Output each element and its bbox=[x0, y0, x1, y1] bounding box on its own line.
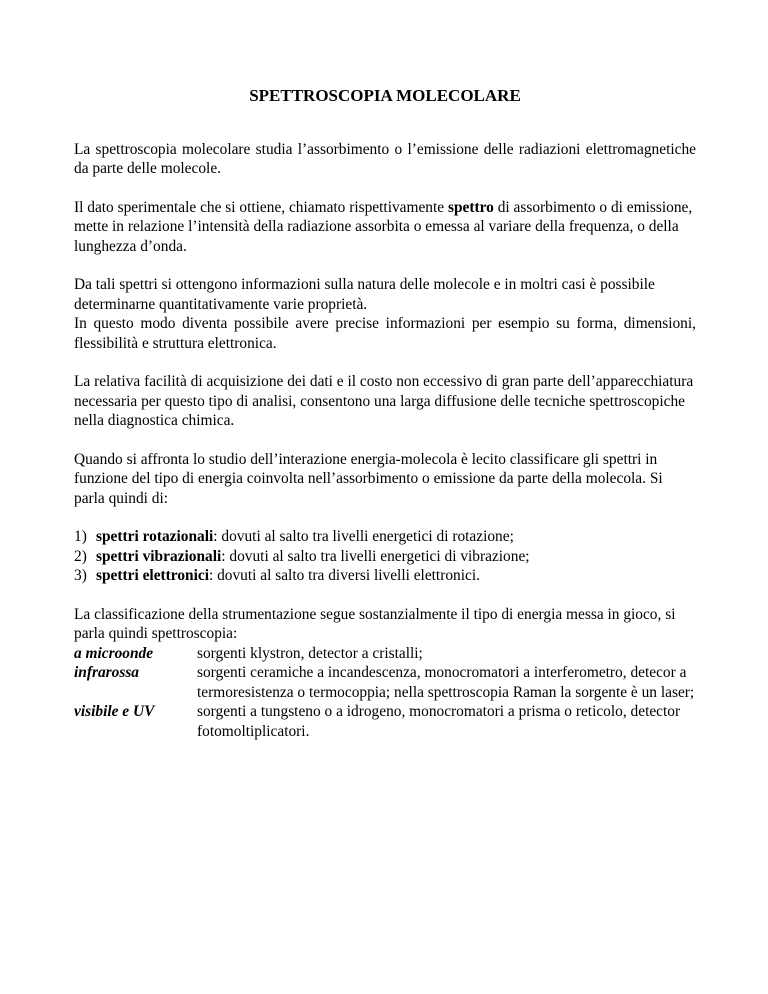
table-row bbox=[74, 663, 696, 702]
paragraph-information: Da tali spettri si ottengono informazioni sulla natura delle molecole e in moltri casi è possibile determinarne quantitativamente varie proprietà. bbox=[74, 276, 655, 313]
spectra-list bbox=[74, 527, 696, 586]
paragraph-text: di assorbimento o di emissione, mette in relazione l’intensità della radiazione assorbita o emessa al variare della frequenza, o della lunghezza d’onda. bbox=[74, 198, 693, 255]
paragraph-information-detail: In questo modo diventa possibile avere precise informazioni per esempio su forma, dimensioni, flessibilità e struttura elettronica. bbox=[74, 315, 696, 352]
list-description: : dovuti al salto tra livelli energetici di rotazione; bbox=[213, 528, 514, 545]
table-row bbox=[74, 644, 696, 664]
document-page bbox=[74, 70, 696, 741]
list-number: 2) bbox=[74, 547, 87, 565]
paragraph-classification: Quando si affronta lo studio dell’interazione energia-molecola è lecito classificare gli spettri in funzione del tipo di energia coinvolta nell’assorbimento o emissione da parte della molecola. Si parla quindi di: bbox=[74, 450, 663, 507]
instrument-label: infrarossa bbox=[74, 664, 140, 681]
list-item bbox=[74, 547, 696, 567]
list-item bbox=[74, 566, 696, 586]
paragraph-diagnostics: La relativa facilità di acquisizione dei dati e il costo non eccessivo di gran parte dell’apparecchiatura necessaria per questo tipo di analisi, consentono una larga diffusione delle tecniche spettroscopiche nella diagnostica chimica. bbox=[74, 373, 694, 429]
paragraph-spectrum-definition bbox=[74, 198, 696, 257]
paragraph-instrumentation: La classificazione della strumentazione segue sostanzialmente il tipo di energia messa in gioco, si parla quindi spettroscopia: bbox=[74, 605, 676, 642]
paragraph-text: Il dato sperimentale che si ottiene, chiamato rispettivamente bbox=[74, 198, 448, 216]
list-number: 3) bbox=[74, 567, 87, 584]
instrument-description: sorgenti ceramiche a incandescenza, monocromatori a interferometro, detecor a termoresistenza o termocoppia; nella spettroscopia Raman la sorgente è un laser; bbox=[197, 664, 695, 701]
list-item bbox=[74, 527, 696, 547]
list-description: : dovuti al salto tra diversi livelli elettronici. bbox=[208, 567, 480, 584]
list-term: spettri rotazionali bbox=[96, 528, 214, 545]
paragraph-intro: La spettroscopia molecolare studia l’assorbimento o l’emissione delle radiazioni elettromagnetiche da parte delle molecole. bbox=[74, 140, 696, 177]
instrument-label: a microonde bbox=[74, 644, 154, 662]
instrument-description: sorgenti klystron, detector a cristalli; bbox=[197, 644, 423, 662]
instrument-description: sorgenti a tungsteno o a idrogeno, monocromatori a prisma o reticolo, detector fotomoltiplicatori. bbox=[197, 703, 681, 740]
table-row bbox=[74, 702, 696, 741]
instrument-label: visibile e UV bbox=[74, 703, 155, 720]
instrumentation-table bbox=[74, 644, 696, 742]
page-title: SPETTROSCOPIA MOLECOLARE bbox=[249, 86, 521, 105]
list-term: spettri vibrazionali bbox=[96, 547, 222, 565]
list-term: spettri elettronici bbox=[96, 567, 209, 584]
list-description: : dovuti al salto tra livelli energetici di vibrazione; bbox=[221, 547, 530, 565]
list-number: 1) bbox=[74, 528, 87, 545]
bold-term-spettro: spettro bbox=[447, 198, 494, 216]
